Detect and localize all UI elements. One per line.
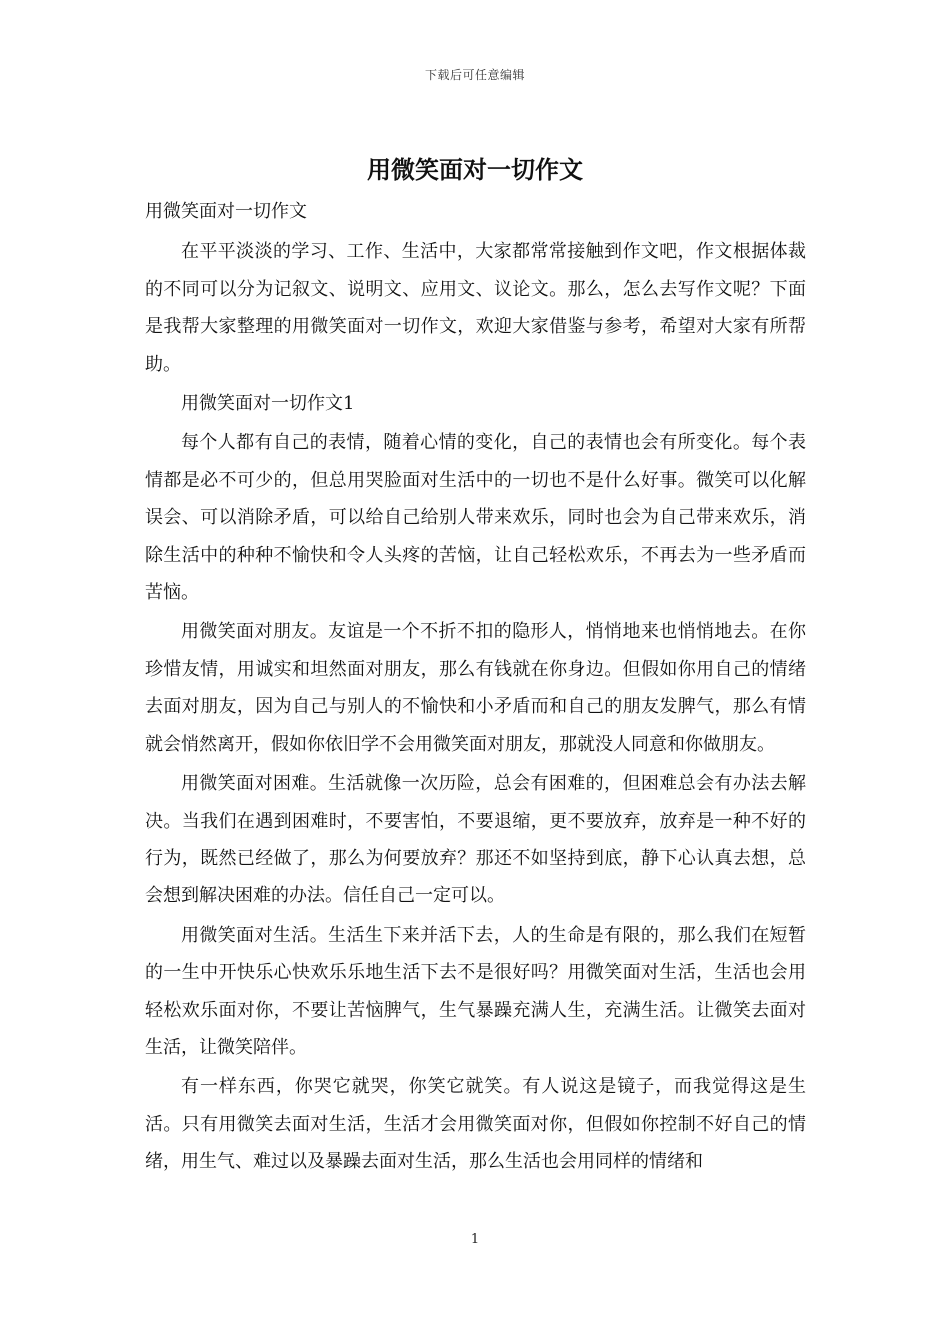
document-subtitle: 用微笑面对一切作文 — [145, 201, 307, 222]
header-note: 下载后可任意编辑 — [424, 68, 525, 82]
document-title: 用微笑面对一切作文 — [367, 155, 583, 184]
page-number: 1 — [470, 1232, 480, 1247]
body-paragraph: 用微笑面对朋友。友谊是一个不折不扣的隐形人，悄悄地来也悄悄地去。在你珍惜友情，用诚实和坦然面对朋友，那么有钱就在你身边。但假如你用自己的情绪去面对朋友，因为自己与别人的不愉快和小矛盾而和自己的朋友发脾气，那么有情就会悄然离开，假如你依旧学不会用微笑面对朋友，那就没人同意和你做朋友。 — [145, 621, 806, 755]
body-paragraph: 每个人都有自己的表情，随着心情的变化，自己的表情也会有所变化。每个表情都是必不可少的，但总用哭脸面对生活中的一切也不是什么好事。微笑可以化解误会、可以消除矛盾，可以给自己给别人带来欢乐，同时也会为自己带来欢乐，消除生活中的种种不愉快和令人头疼的苦恼，让自己轻松欢乐，不再去为一些矛盾而苦恼。 — [145, 432, 806, 604]
body-paragraph: 用微笑面对生活。生活生下来并活下去，人的生命是有限的，那么我们在短暂的一生中开快乐心快欢乐乐地生活下去不是很好吗？用微笑面对生活，生活也会用轻松欢乐面对你，不要让苦恼脾气，生气暴躁充满人生，充满生活。让微笑去面对生活，让微笑陪伴。 — [145, 924, 806, 1058]
body-paragraph: 用微笑面对困难。生活就像一次历险，总会有困难的，但困难总会有办法去解决。当我们在遇到困难时，不要害怕，不要退缩，更不要放弃，放弃是一种不好的行为，既然已经做了，那么为何要放弃？那还不如坚持到底，静下心认真去想，总会想到解决困难的办法。信任自己一定可以。 — [145, 773, 806, 907]
document-body — [145, 193, 806, 1181]
section-heading: 用微笑面对一切作文1 — [181, 393, 355, 415]
body-paragraph: 有一样东西，你哭它就哭，你笑它就笑。有人说这是镜子，而我觉得这是生活。只有用微笑去面对生活，生活才会用微笑面对你，但假如你控制不好自己的情绪，用生气、难过以及暴躁去面对生活，那么生活也会用同样的情绪和 — [145, 1076, 806, 1173]
intro-paragraph: 在平平淡淡的学习、工作、生活中，大家都常常接触到作文吧，作文根据体裁的不同可以分为记叙文、说明文、应用文、议论文。那么，怎么去写作文呢？下面是我帮大家整理的用微笑面对一切作文，欢迎大家借鉴与参考，希望对大家有所帮助。 — [145, 241, 806, 375]
